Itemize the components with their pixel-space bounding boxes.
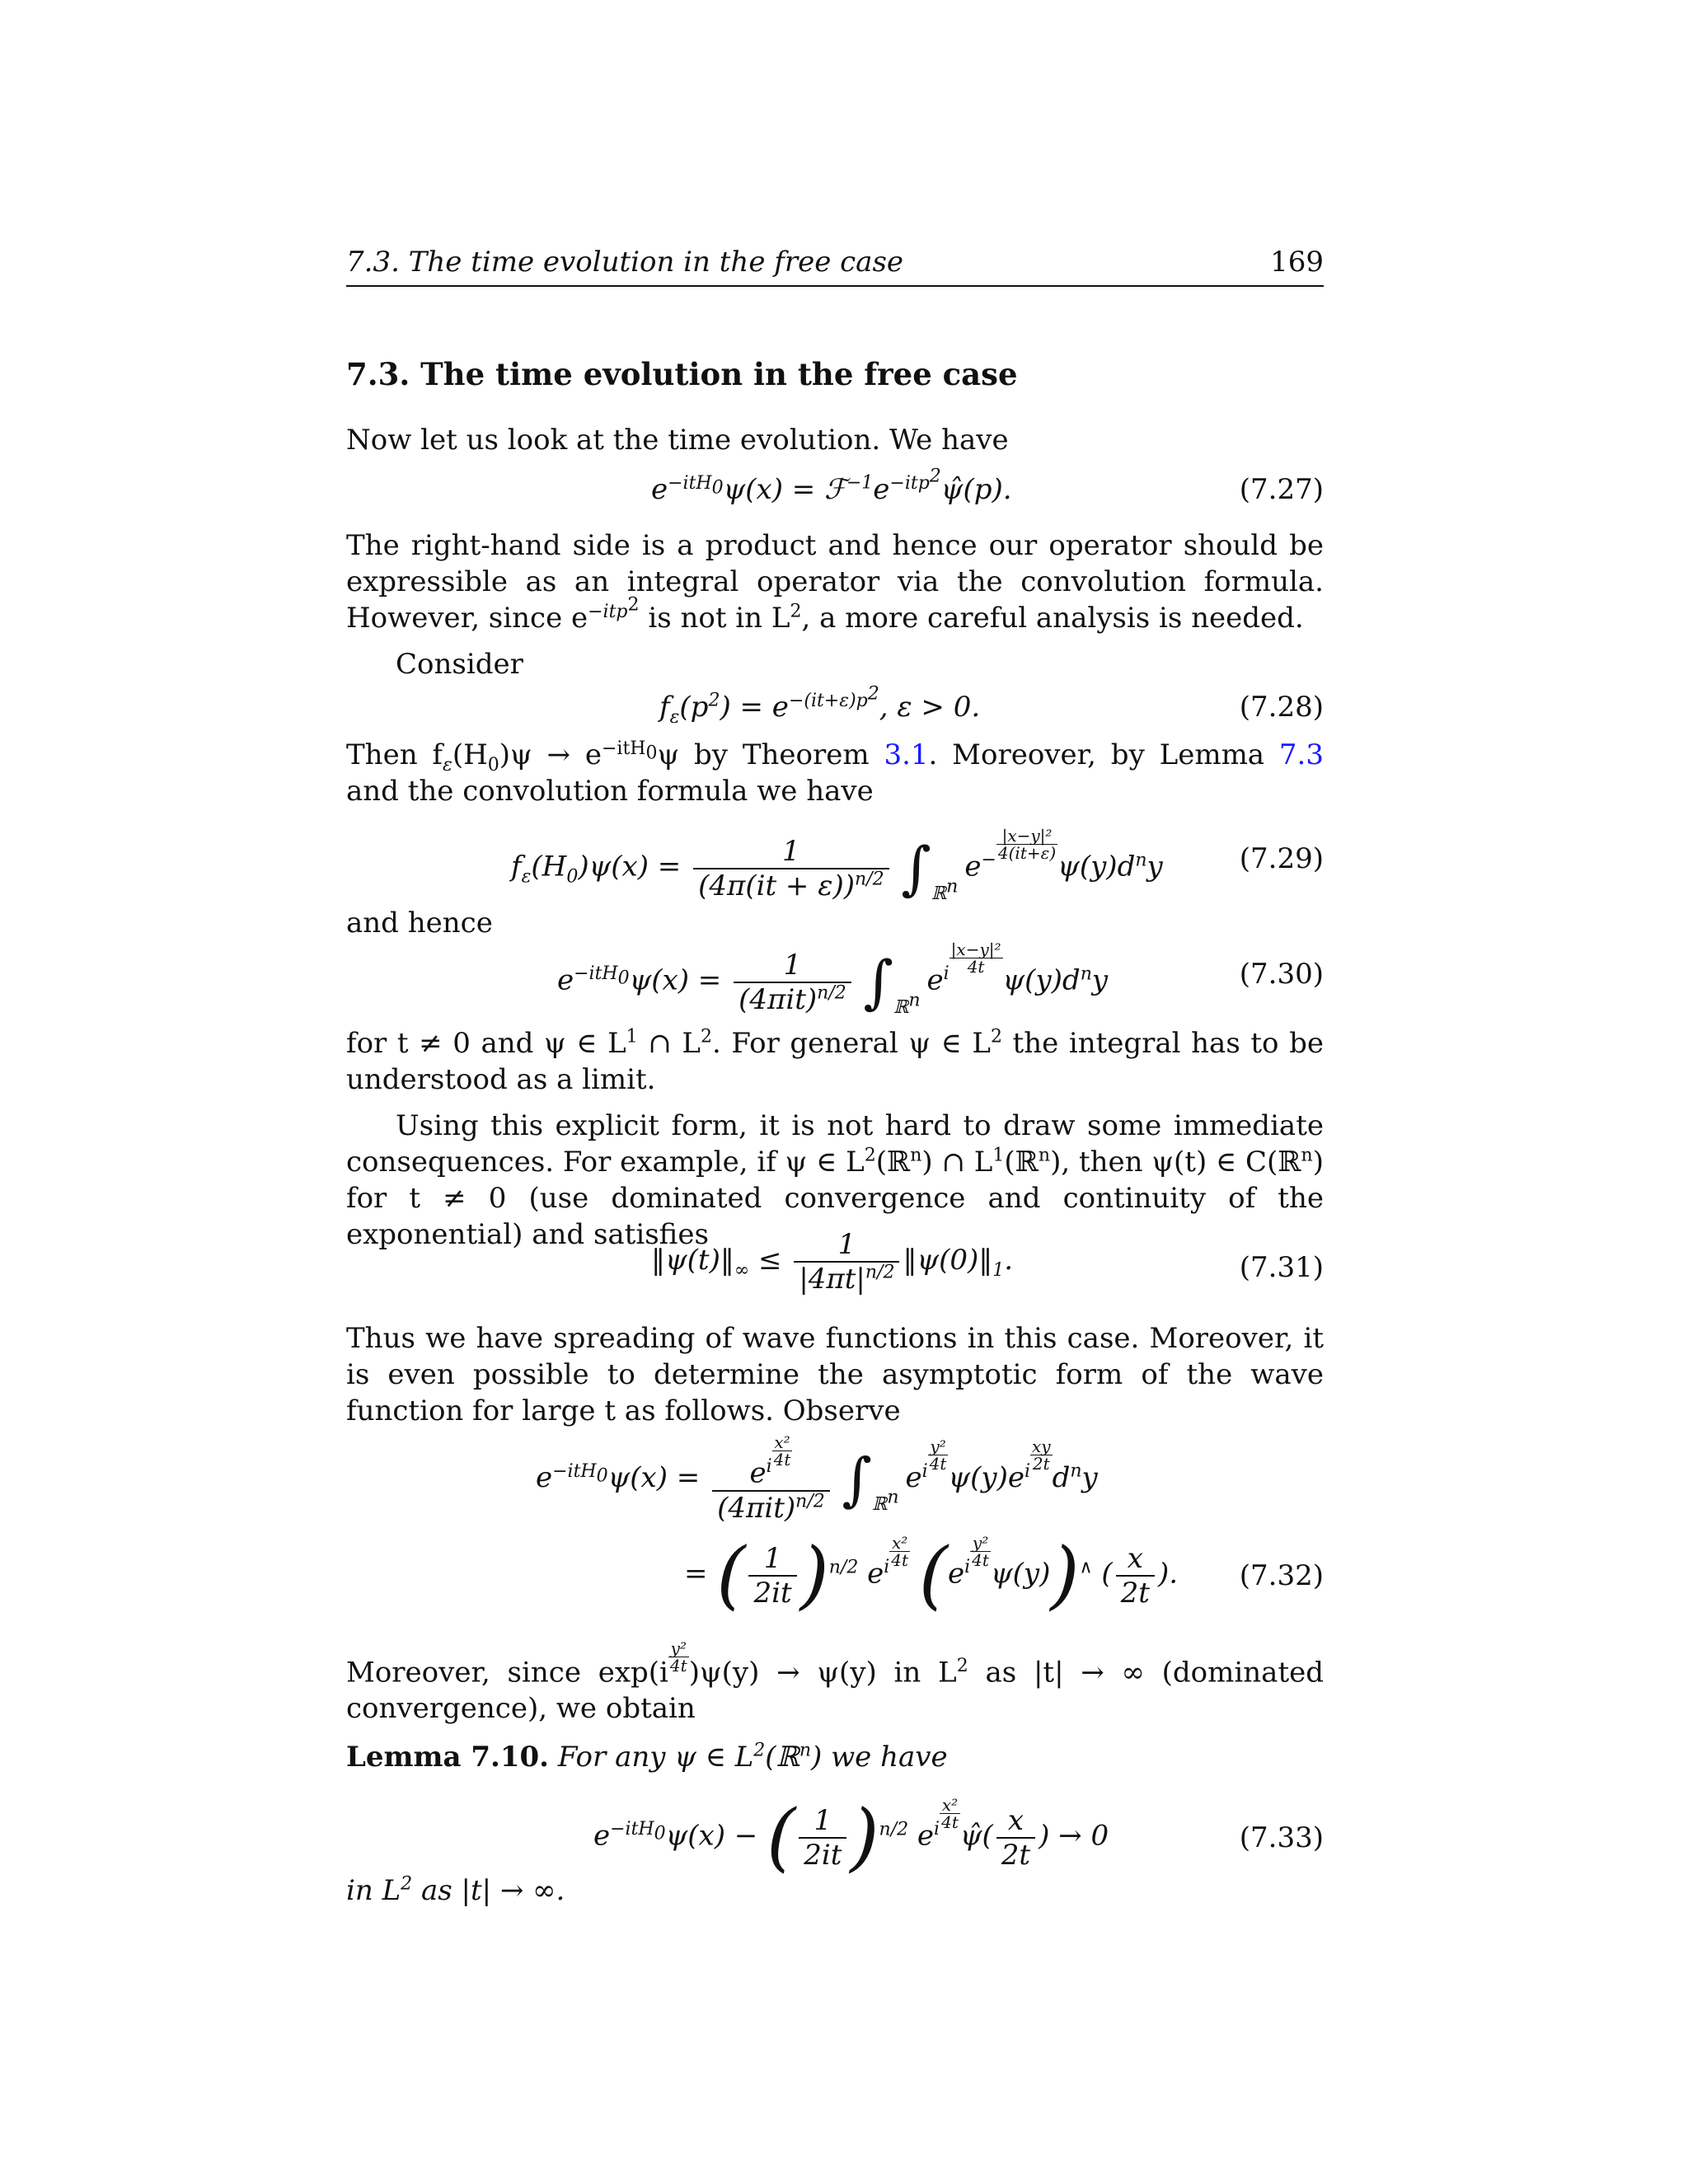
eq-part: i xyxy=(1024,1460,1031,1482)
eq-part: ∧ xyxy=(1079,1557,1093,1578)
eq-part: 0 xyxy=(711,477,724,499)
eq-part: (4π(it + ε)) xyxy=(698,869,855,902)
eq-part: e xyxy=(867,1557,884,1591)
eq-part: ε xyxy=(521,866,532,888)
eq-part: −itH xyxy=(574,963,618,985)
text: as |t| → ∞. xyxy=(412,1874,565,1907)
eq-part: 0 xyxy=(596,1465,608,1486)
text: is not in L xyxy=(639,602,790,635)
eq-part: ψ(y)d xyxy=(1057,850,1136,883)
eq-part: i xyxy=(934,1819,940,1840)
numerator xyxy=(712,1434,830,1492)
eq-part: ) → 0 xyxy=(1039,1819,1109,1853)
equation-7-31 xyxy=(346,1228,1324,1319)
integral-domain xyxy=(931,876,959,904)
text: ψ by Theorem xyxy=(657,738,884,771)
eq-part: 2 xyxy=(867,683,879,705)
denominator: 4t xyxy=(891,1550,909,1570)
right-paren: ) xyxy=(799,1531,829,1619)
eq-part: −1 xyxy=(846,472,874,494)
eq-part: −itp xyxy=(889,472,930,494)
text: For any ψ ∈ L xyxy=(549,1741,754,1774)
eq-part: n xyxy=(799,1740,811,1761)
eq-part: −itp xyxy=(588,601,628,622)
small-fraction xyxy=(940,1797,960,1830)
eq-part: 0 xyxy=(654,1823,666,1844)
left-paren: ( xyxy=(767,1793,796,1881)
small-fraction xyxy=(950,941,1003,975)
eq-part: 0 xyxy=(566,866,579,888)
eq-part: ℝ xyxy=(893,996,909,1018)
numerator: y² xyxy=(668,1640,689,1657)
eq-part: n/2 xyxy=(817,982,846,1004)
eq-part: ψ(x) = ℱ xyxy=(723,473,846,506)
text: ) ∩ L xyxy=(921,1146,993,1179)
text: Consider xyxy=(396,648,523,681)
section-title: 7.3. The time evolution in the free case xyxy=(346,356,1018,392)
eq-part: 2 xyxy=(929,466,941,487)
integral-sign: ∫ xyxy=(842,1445,873,1513)
paragraph-intro xyxy=(346,422,1324,458)
small-fraction xyxy=(996,827,1057,861)
eq-part: |4πt| xyxy=(799,1263,865,1296)
denominator xyxy=(794,1263,899,1296)
lemma-link[interactable]: 7.3 xyxy=(1278,738,1324,771)
numerator: 1 xyxy=(734,949,851,983)
denominator: 4t xyxy=(773,1450,791,1469)
lemma-label: Lemma 7.10. xyxy=(346,1741,550,1774)
eq-part: −itH xyxy=(668,472,712,494)
text: Then f xyxy=(346,738,443,771)
text: ) we have xyxy=(811,1741,948,1774)
text: as |t| → ∞ (dominated convergence), we obtain xyxy=(346,1656,1324,1726)
eq-part: i xyxy=(964,1557,971,1578)
eq-part: ‖ψ(0)‖ xyxy=(903,1244,993,1277)
eq-part: f xyxy=(659,691,670,724)
eq-part: e xyxy=(557,963,574,997)
denominator: 4t xyxy=(941,1812,959,1832)
eq-part: i xyxy=(943,963,950,985)
text: . For general ψ ∈ L xyxy=(711,1027,991,1060)
eq-part: (4πit) xyxy=(717,1491,796,1525)
integral-sign: ∫ xyxy=(863,948,894,1016)
equation-body xyxy=(536,1434,1098,1525)
eq-part: ( xyxy=(1101,1557,1113,1591)
eq-part: n/2 xyxy=(879,1819,909,1840)
fraction xyxy=(799,1804,846,1872)
text: for t ≠ 0 and ψ ∈ L xyxy=(346,1027,626,1060)
eq-part: e xyxy=(536,1460,553,1494)
eq-part: y xyxy=(1146,850,1163,883)
text: in L xyxy=(346,1874,401,1907)
eq-part: e xyxy=(593,1819,611,1853)
equation-7-32-line-2 xyxy=(346,1531,1324,1625)
equation-number: (7.32) xyxy=(1239,1559,1324,1592)
running-head xyxy=(346,244,1324,287)
numerator: y² xyxy=(970,1535,991,1552)
numerator: x xyxy=(1116,1542,1155,1577)
eq-part: ψ(x) = xyxy=(607,1460,701,1494)
eq-part: e xyxy=(917,1819,935,1853)
text: Now let us look at the time evolution. We have xyxy=(346,424,1009,457)
eq-part: ε xyxy=(443,754,452,776)
paragraph-spreading xyxy=(346,1320,1324,1429)
eq-part: 2 xyxy=(956,1656,968,1676)
equation-body xyxy=(651,466,1012,506)
eq-part: 0 xyxy=(645,743,658,764)
integral-domain xyxy=(893,990,921,1018)
numerator: 1 xyxy=(799,1804,846,1839)
eq-part: 2 xyxy=(401,1873,413,1895)
small-fraction xyxy=(928,1438,949,1472)
eq-part: n xyxy=(1135,850,1147,871)
eq-part: )ψ(x) = xyxy=(578,850,682,883)
equation-body xyxy=(557,941,1108,1018)
text: )ψ → e xyxy=(499,738,602,771)
denominator xyxy=(693,869,889,902)
eq-part: y xyxy=(1081,1460,1098,1494)
equation-number: (7.33) xyxy=(1239,1821,1324,1854)
text: (ℝ xyxy=(875,1146,911,1179)
text: (H xyxy=(452,738,488,771)
text: the integral has to be understood as a limit. xyxy=(346,1027,1325,1096)
numerator: 1 xyxy=(794,1228,899,1263)
denominator: 4t xyxy=(972,1550,989,1570)
equation-7-27 xyxy=(346,466,1324,523)
fraction xyxy=(693,835,889,902)
text: and hence xyxy=(346,907,493,940)
denominator: 2t xyxy=(1032,1454,1050,1474)
denominator: 4(it+ε) xyxy=(997,843,1057,863)
eq-part: − xyxy=(981,850,996,871)
numerator: 1 xyxy=(748,1542,796,1577)
equation-7-28 xyxy=(346,683,1324,740)
eq-part: = xyxy=(684,1557,708,1591)
denominator: 2it xyxy=(753,1576,792,1610)
eq-part: n/2 xyxy=(795,1491,825,1512)
eq-part: n xyxy=(887,1487,899,1508)
text: The right-hand side is a product and hence our operator should be expressible as an integral operator via the convolution formula. However, since e xyxy=(346,529,1324,635)
equation-body xyxy=(593,1793,1109,1881)
eq-part: ψ(y)e xyxy=(948,1460,1025,1494)
text: and the convolution formula we have xyxy=(346,775,874,808)
eq-part: −(it+ε)p xyxy=(788,690,868,711)
text: )ψ(y) → ψ(y) in L xyxy=(688,1656,957,1690)
equation-7-30 xyxy=(346,931,1324,1022)
eq-part: 2 xyxy=(990,1026,1002,1047)
eq-part: 1 xyxy=(626,1026,638,1047)
small-fraction xyxy=(970,1535,991,1568)
integral-sign: ∫ xyxy=(901,834,931,902)
eq-part: e xyxy=(926,963,944,997)
eq-part: ∞ xyxy=(734,1259,750,1281)
eq-part: (4πit) xyxy=(738,982,818,1016)
eq-part: −itH xyxy=(552,1460,597,1482)
text: . Moreover, by Lemma xyxy=(928,738,1279,771)
text: Thus we have spreading of wave functions in this case. Moreover, it is even possible to determine the asymptotic form of the wave function for large t as follows. Observe xyxy=(346,1322,1324,1427)
denominator: 4t xyxy=(929,1454,947,1474)
eq-part: 2 xyxy=(864,1145,876,1166)
right-paren: ) xyxy=(850,1793,879,1881)
text: (ℝ xyxy=(765,1741,799,1774)
eq-part: e xyxy=(948,1557,965,1591)
running-head-title: 7.3. The time evolution in the free case xyxy=(346,246,904,279)
eq-part: −itH xyxy=(610,1819,654,1840)
numerator: x² xyxy=(940,1797,960,1814)
text: (ℝ xyxy=(1004,1146,1039,1179)
fraction xyxy=(996,1804,1035,1872)
eq-part: n xyxy=(1080,963,1092,985)
equation-body xyxy=(684,1531,1179,1619)
paragraph-for-t xyxy=(346,1025,1324,1098)
equation-number: (7.27) xyxy=(1239,473,1324,506)
denominator: 4t xyxy=(669,1656,687,1675)
eq-part: ‖ψ(t)‖ xyxy=(651,1244,734,1277)
eq-part: n xyxy=(908,990,921,1011)
eq-part: 2 xyxy=(708,690,720,711)
text: Moreover, since exp(i xyxy=(346,1656,668,1690)
eq-part: ψ(x) = xyxy=(629,963,722,997)
denominator: 4t xyxy=(967,957,985,977)
text: ∩ L xyxy=(637,1027,701,1060)
eq-part: n/2 xyxy=(855,869,884,890)
eq-part: ε xyxy=(669,706,680,728)
small-fraction xyxy=(889,1535,910,1568)
eq-part: ψ̂(p). xyxy=(940,473,1012,506)
eq-part: 0 xyxy=(487,754,499,776)
eq-part: e xyxy=(964,850,982,883)
left-paren: ( xyxy=(918,1531,948,1619)
eq-part: ) = e xyxy=(720,691,789,724)
paragraph-then xyxy=(346,737,1324,809)
left-paren: ( xyxy=(716,1531,746,1619)
lemma-statement xyxy=(346,1739,1324,1775)
numerator: xy xyxy=(1032,1436,1051,1457)
eq-part: e xyxy=(749,1456,767,1490)
eq-part: ψ(y) xyxy=(990,1557,1051,1591)
small-fraction xyxy=(668,1640,689,1674)
equation-body xyxy=(659,683,981,728)
equation-number: (7.31) xyxy=(1239,1251,1324,1284)
eq-part: ψ(x) − xyxy=(665,1819,758,1853)
small-fraction xyxy=(1030,1438,1053,1472)
eq-part: 2 xyxy=(753,1740,766,1761)
eq-part: n xyxy=(1038,1145,1051,1166)
eq-part: 2 xyxy=(790,601,802,622)
denominator: 2it xyxy=(804,1838,842,1872)
eq-part: n xyxy=(946,876,959,898)
integral-domain xyxy=(872,1487,899,1515)
eq-part: e xyxy=(905,1460,922,1494)
text: ) for t ≠ 0 (use dominated convergence and continuity of the exponential) and satisfies xyxy=(346,1146,1324,1251)
eq-part: , ε > 0. xyxy=(879,691,981,724)
eq-part: e xyxy=(651,473,668,506)
eq-part: ψ(y)d xyxy=(1002,963,1081,997)
eq-part: ≤ xyxy=(758,1244,782,1277)
numerator: x² xyxy=(889,1535,910,1552)
equation-number: (7.30) xyxy=(1239,958,1324,991)
numerator: x² xyxy=(772,1434,793,1451)
fraction xyxy=(1116,1542,1155,1610)
small-fraction xyxy=(772,1434,793,1468)
lemma-conclusion xyxy=(346,1872,1324,1909)
eq-part: ℝ xyxy=(931,883,947,904)
eq-part: i xyxy=(921,1460,928,1482)
eq-part: i xyxy=(884,1557,890,1578)
fraction xyxy=(734,949,851,1016)
eq-part: (H xyxy=(531,850,567,883)
eq-part: −itH xyxy=(602,738,646,759)
paragraph-consider xyxy=(346,646,1324,682)
eq-part: 1 xyxy=(992,1259,1005,1281)
equation-7-32-line-1 xyxy=(346,1434,1324,1525)
eq-part: e xyxy=(873,473,890,506)
eq-part: n/2 xyxy=(828,1557,859,1578)
eq-part: (p xyxy=(679,691,709,724)
eq-part: y xyxy=(1091,963,1109,997)
eq-part: i xyxy=(766,1456,772,1478)
paragraph-moreover xyxy=(346,1640,1324,1727)
paragraph-product xyxy=(346,527,1324,636)
eq-part: ). xyxy=(1157,1557,1179,1591)
eq-part: n xyxy=(910,1145,922,1166)
equation-body xyxy=(651,1228,1013,1296)
eq-part: 0 xyxy=(617,968,630,989)
numerator: 1 xyxy=(693,835,889,869)
denominator: 2t xyxy=(1001,1838,1031,1872)
fraction xyxy=(748,1542,796,1610)
eq-part: 1 xyxy=(992,1145,1005,1166)
eq-part: ψ̂( xyxy=(959,1819,993,1853)
text: Using this explicit form, it is not hard to draw some immediate consequences. For example, if ψ ∈ L xyxy=(346,1109,1324,1179)
equation-7-29 xyxy=(346,816,1324,907)
eq-part: 2 xyxy=(627,594,640,616)
eq-part: . xyxy=(1004,1244,1014,1277)
equation-number: (7.29) xyxy=(1239,842,1324,875)
eq-part: n xyxy=(1301,1145,1313,1166)
theorem-link[interactable]: 3.1 xyxy=(884,738,929,771)
numerator: y² xyxy=(928,1438,949,1455)
eq-part: n/2 xyxy=(865,1262,895,1283)
eq-part: ℝ xyxy=(872,1493,888,1515)
page-number: 169 xyxy=(1270,246,1324,279)
fraction xyxy=(712,1434,830,1525)
denominator xyxy=(734,983,851,1016)
equation-number: (7.28) xyxy=(1239,691,1324,724)
denominator xyxy=(712,1492,830,1525)
numerator: x xyxy=(996,1804,1035,1839)
equation-body xyxy=(511,827,1163,904)
eq-part: f xyxy=(511,850,522,883)
denominator: 2t xyxy=(1120,1576,1150,1610)
eq-part: d xyxy=(1052,1460,1071,1494)
numerator: |x−y|² xyxy=(996,827,1057,845)
fraction xyxy=(794,1228,899,1296)
eq-part: n xyxy=(1070,1460,1082,1482)
text: ), then ψ(t) ∈ C(ℝ xyxy=(1050,1146,1301,1179)
right-paren: ) xyxy=(1050,1531,1080,1619)
numerator: |x−y|² xyxy=(950,940,1001,959)
eq-part: 2 xyxy=(700,1026,712,1047)
text: , a more careful analysis is needed. xyxy=(801,602,1304,635)
